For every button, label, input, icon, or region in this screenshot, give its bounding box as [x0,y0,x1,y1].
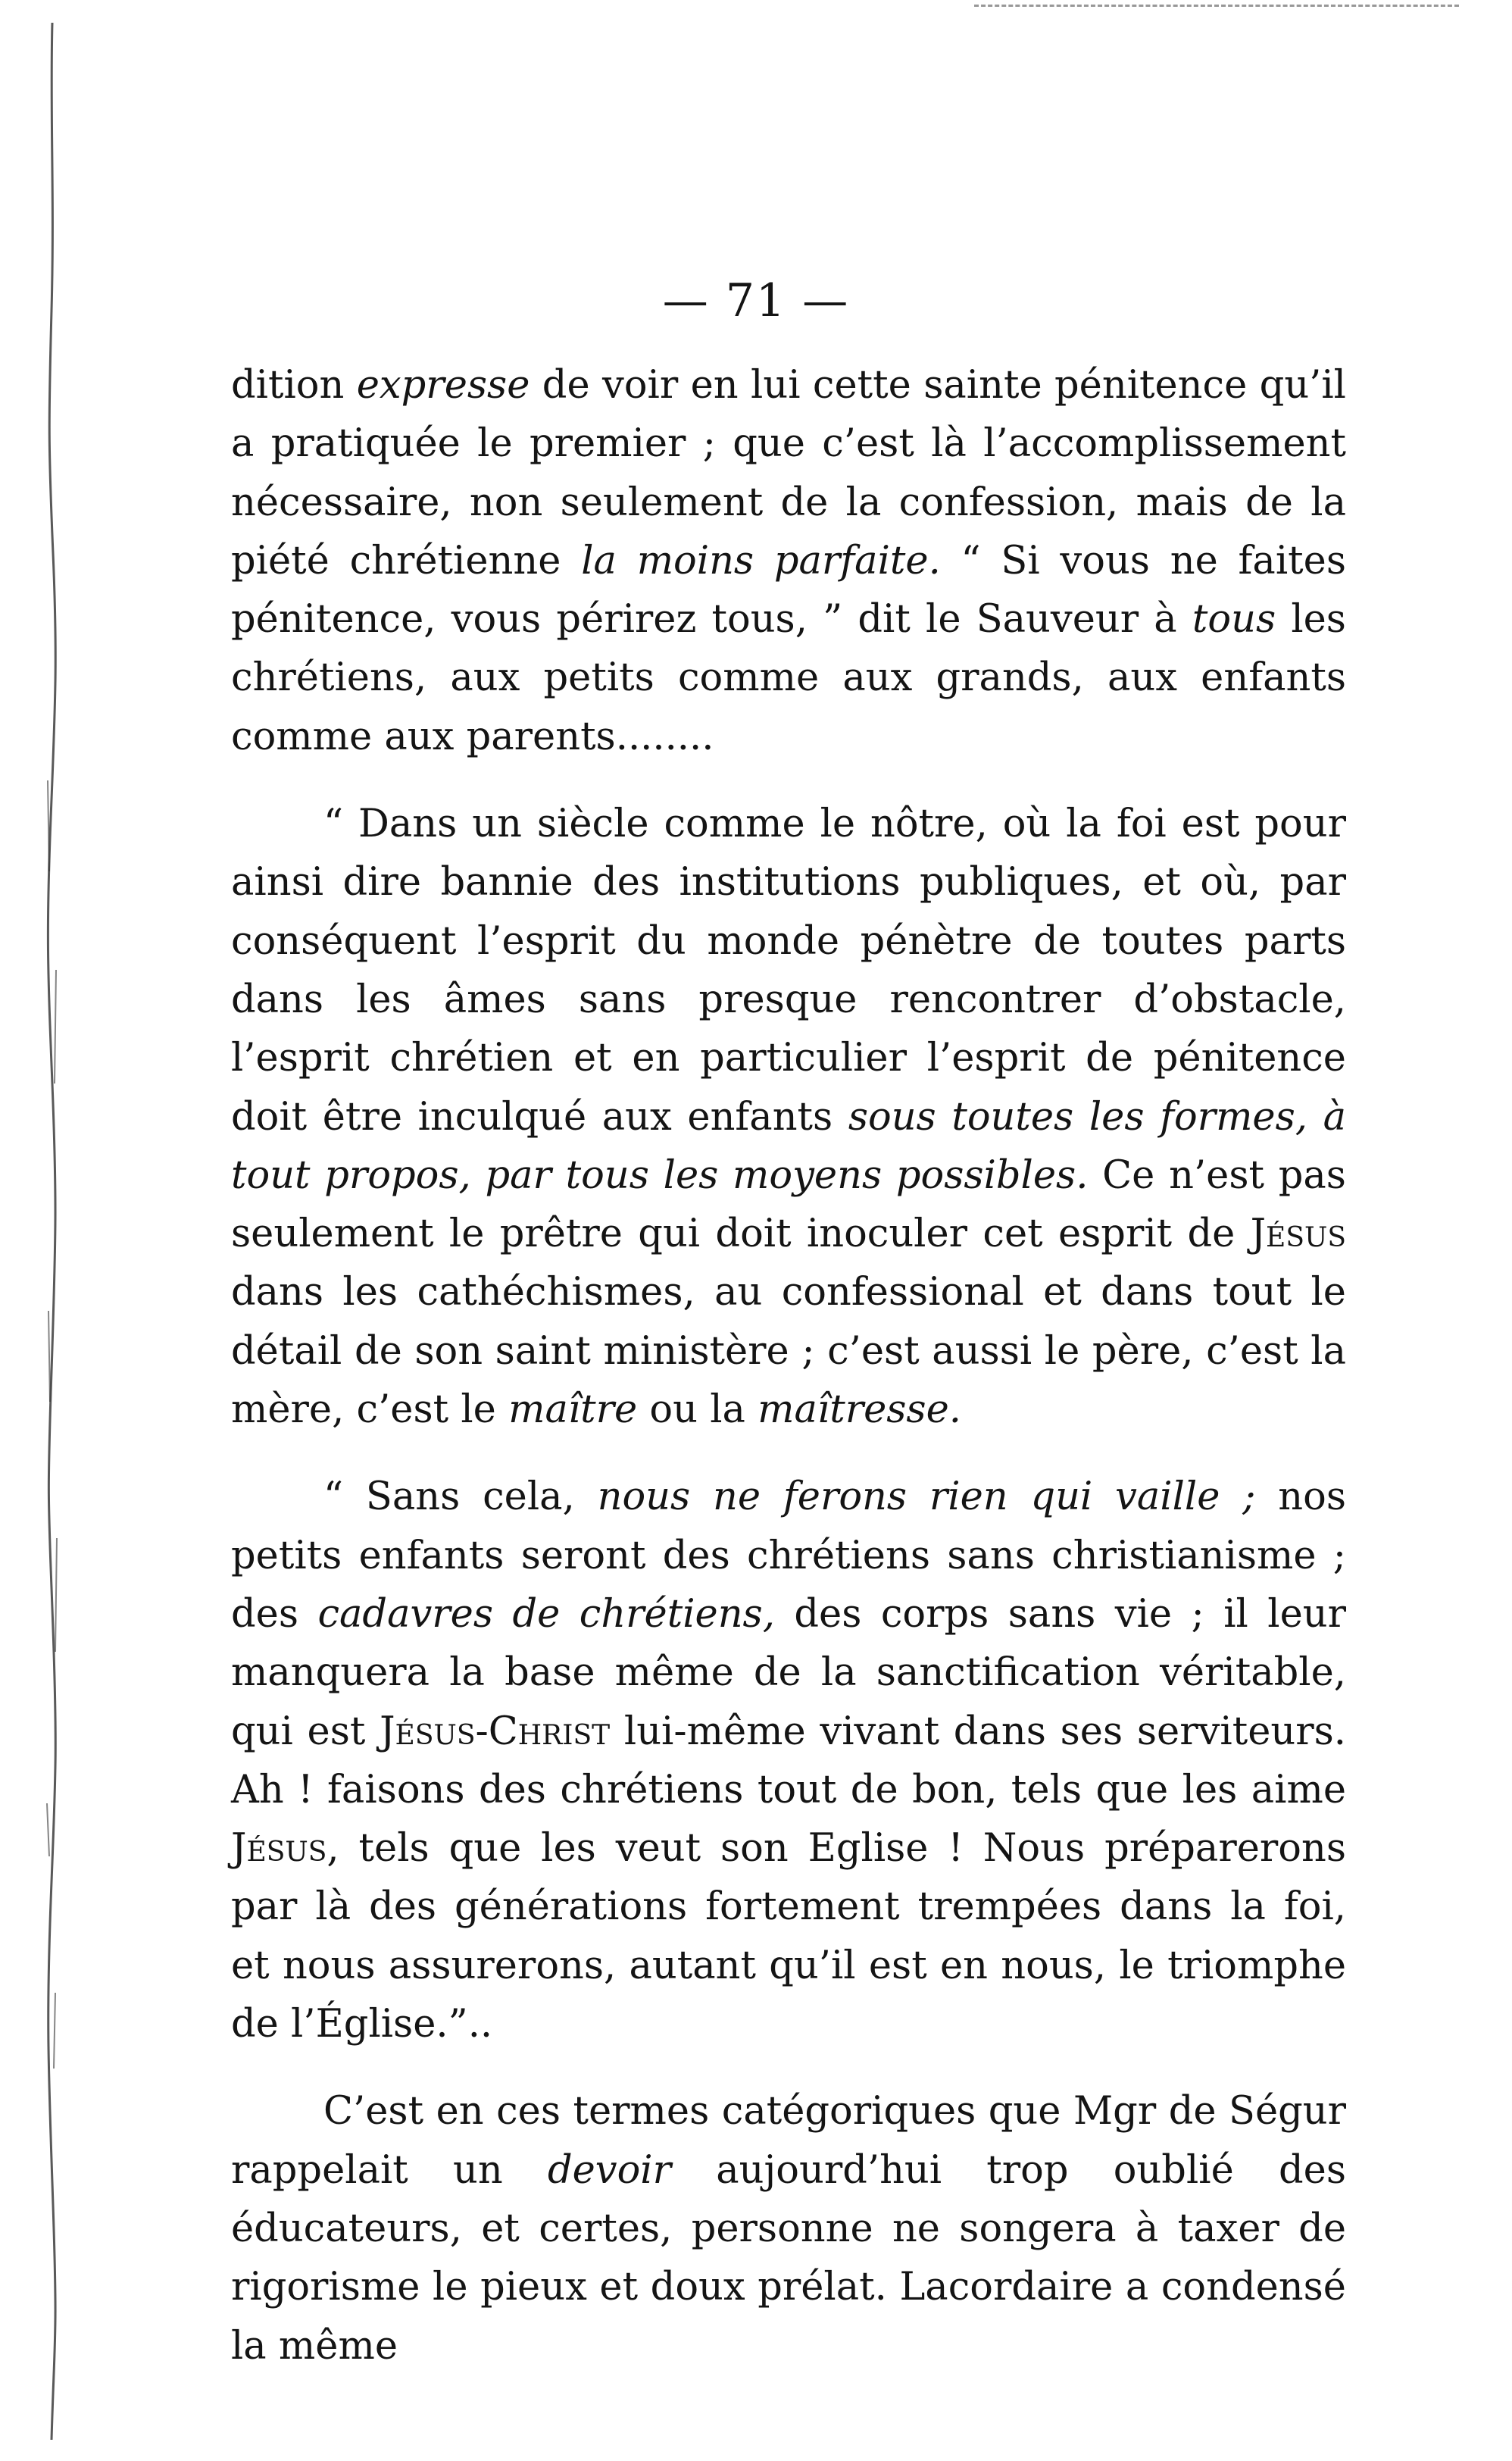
scanned-binding-edge [44,23,61,2440]
paragraph-2 [231,795,1346,1439]
italic-text: cadavres de chrétiens, [317,1591,775,1637]
text-run: Ce n’est pas seulement le prêtre qui doit inoculer cet esprit de [231,1152,1346,1257]
scan-artifact-rule [974,5,1459,7]
text-run: C’est en ces termes catégoriques que Mgr de Ségur rappelait un [231,2089,1346,2193]
text-run: dition [231,363,357,408]
small-caps-text: Jésus [231,1826,327,1872]
italic-text: tous [1192,597,1276,643]
text-run: ou la [637,1387,758,1433]
page-number: — 71 — [662,274,850,327]
text-run: les chrétiens, aux petits comme aux grands, aux enfants comme aux parents........ [231,597,1346,759]
body-text [231,356,1346,2375]
italic-text: maîtresse. [758,1387,961,1433]
text-run: “ Si vous ne faites pénitence, vous périrez tous, ” dit le Sauveur à [231,538,1346,643]
italic-text: devoir [547,2147,671,2193]
small-caps-text: Jésus [1250,1212,1346,1257]
text-run: dans les cathéchismes, au confessional et dans tout le détail de son saint ministère ; c’est aussi le père, c’est la mère, c’est le [231,1270,1346,1433]
italic-text: sous toutes les formes, à tout propos, par tous les moyens possibles. [231,1094,1347,1198]
small-caps-text: Jésus-Christ [380,1709,611,1754]
text-run: des corps sans vie ; il leur manquera la base même de la sanctification véritable, qui est [231,1591,1346,1754]
paragraph-4 [231,2082,1346,2375]
text-run: lui-même vivant dans ses serviteurs. Ah ! faisons des chrétiens tout de bon, tels que les aime [231,1709,1346,1812]
text-run: aujourd’hui trop oublié des éducateurs, et certes, personne ne songera à taxer de rigorisme le pieux et doux prélat. Lacordaire a condensé la même [231,2147,1346,2369]
italic-text: nous ne ferons rien qui vaille ; [597,1474,1256,1520]
text-run: nos petits enfants seront des chrétiens sans christianisme ; des [231,1474,1346,1637]
text-run: “ Sans cela, [323,1474,598,1520]
italic-text: maître [508,1387,638,1433]
text-run: de voir en lui cette sainte pénitence qu’il a pratiquée le premier ; que c’est là l’accomplissement nécessaire, non seulement de la confession, mais de la piété chrétienne [231,363,1346,583]
italic-text: expresse [356,363,530,408]
text-run: , tels que les veut son Eglise ! Nous préparerons par là des générations fortement trempées dans la foi, et nous assurerons, autant qu’il est en nous, le triomphe de l’Église.”.. [231,1826,1346,2047]
paragraph-3 [231,1468,1346,2053]
italic-text: la moins parfaite. [581,538,941,583]
paragraph-1 [231,356,1346,766]
text-run: “ Dans un siècle comme le nôtre, où la foi est pour ainsi dire bannie des institutions publiques, et où, par conséquent l’esprit du monde pénètre de toutes parts dans les âmes sans presque rencontrer d’obstacle, l’esprit chrétien et en particulier l’esprit de pénitence doit être inculqué aux enfants [231,802,1346,1140]
